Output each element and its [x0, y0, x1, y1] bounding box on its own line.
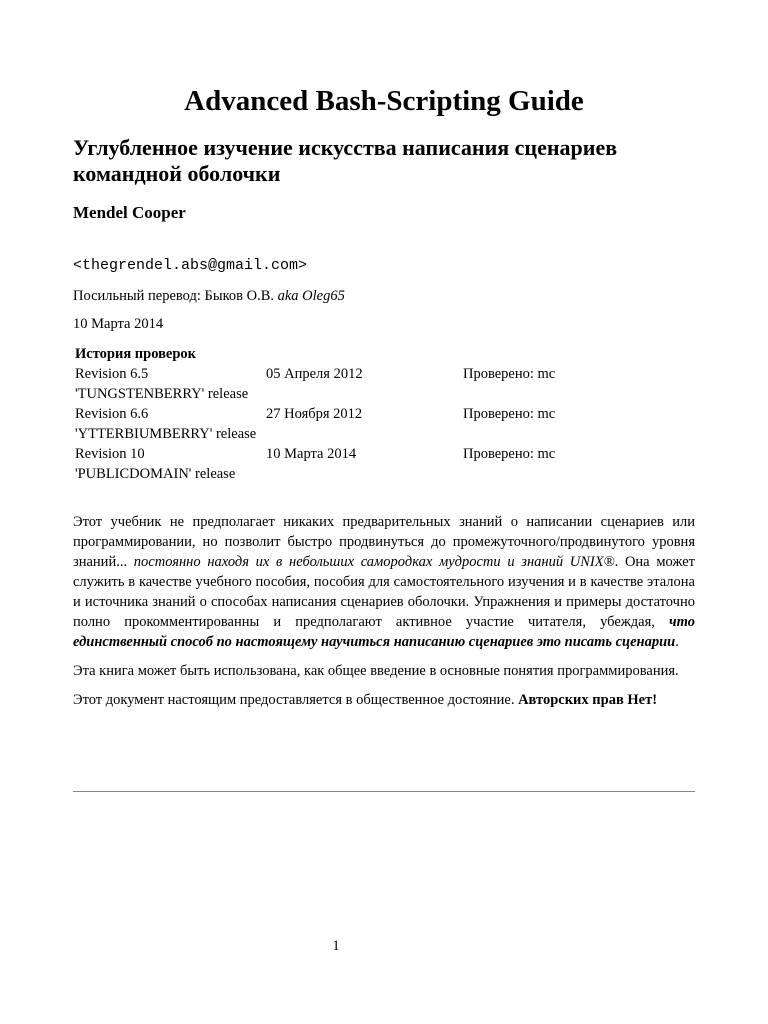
- revision-note: 'PUBLICDOMAIN' release: [75, 466, 236, 482]
- license-paragraph: [73, 690, 695, 710]
- abstract-text: Этот учебник не предполагает никаких предварительных знаний о написании сценариев или программировании, но позволит быстро продвинуться до промежуточного/продвинутого уровня знаний...: [73, 514, 695, 570]
- author-email: <thegrendel.abs@gmail.com>: [73, 257, 308, 274]
- revision-row: [75, 404, 695, 424]
- license-bold: Авторских прав Нет!: [518, 692, 658, 708]
- page-number: 1: [332, 938, 340, 954]
- document-subtitle: Углубленное изучение искусства написания сценариев командной оболочки: [73, 135, 618, 186]
- abstract-text: . Она может служить в качестве учебного пособия, пособия для самостоятельного изучения и в качестве эталона и источника знаний о способах написания сценариев оболочки. Упражнения и примеры достаточно полно прокомментированны и предполагают активное участие читателя, убеждая,: [73, 554, 695, 630]
- abstract-emphasis: постоянно находя их в небольших самородках мудрости и знаний UNIX®: [133, 554, 615, 570]
- revision-note: 'YTTERBIUMBERRY' release: [75, 426, 257, 442]
- horizontal-rule: [73, 791, 695, 792]
- license-text: Этот документ настоящим предоставляется в общественное достояние.: [73, 692, 519, 708]
- abstract-paragraph: [73, 512, 695, 652]
- revision-checked: Проверено: mc: [463, 446, 556, 462]
- abstract-strong-emphasis: что единственный способ по настоящему научиться написанию сценариев это писать сценарии: [73, 614, 695, 650]
- translator-text: Посильный перевод: Быков О.В.: [73, 288, 278, 304]
- translator-aka: aka Oleg65: [277, 288, 345, 304]
- author-name: Mendel Cooper: [73, 203, 186, 222]
- revision-checked: Проверено: mc: [463, 406, 556, 422]
- revision-date: 05 Апреля 2012: [266, 366, 363, 382]
- revision-history: [75, 344, 695, 484]
- revision-date: 10 Марта 2014: [266, 446, 357, 462]
- revision-row: [75, 444, 695, 464]
- revision-note: 'TUNGSTENBERRY' release: [75, 386, 249, 402]
- document-title: Advanced Bash-Scripting Guide: [184, 85, 584, 117]
- revision-number: Revision 6.5: [75, 366, 149, 382]
- revision-checked: Проверено: mc: [463, 366, 556, 382]
- publication-date: 10 Марта 2014: [73, 316, 164, 332]
- revision-date: 27 Ноября 2012: [266, 406, 363, 422]
- revision-row: [75, 364, 695, 384]
- revision-number: Revision 10: [75, 446, 145, 462]
- abstract-text: .: [675, 634, 679, 650]
- revision-number: Revision 6.6: [75, 406, 149, 422]
- revision-history-title: История проверок: [75, 346, 197, 362]
- translator-line: [73, 286, 345, 306]
- abstract: [73, 512, 695, 719]
- abstract-paragraph: Эта книга может быть использована, как общее введение в основные понятия программирования.: [73, 663, 679, 679]
